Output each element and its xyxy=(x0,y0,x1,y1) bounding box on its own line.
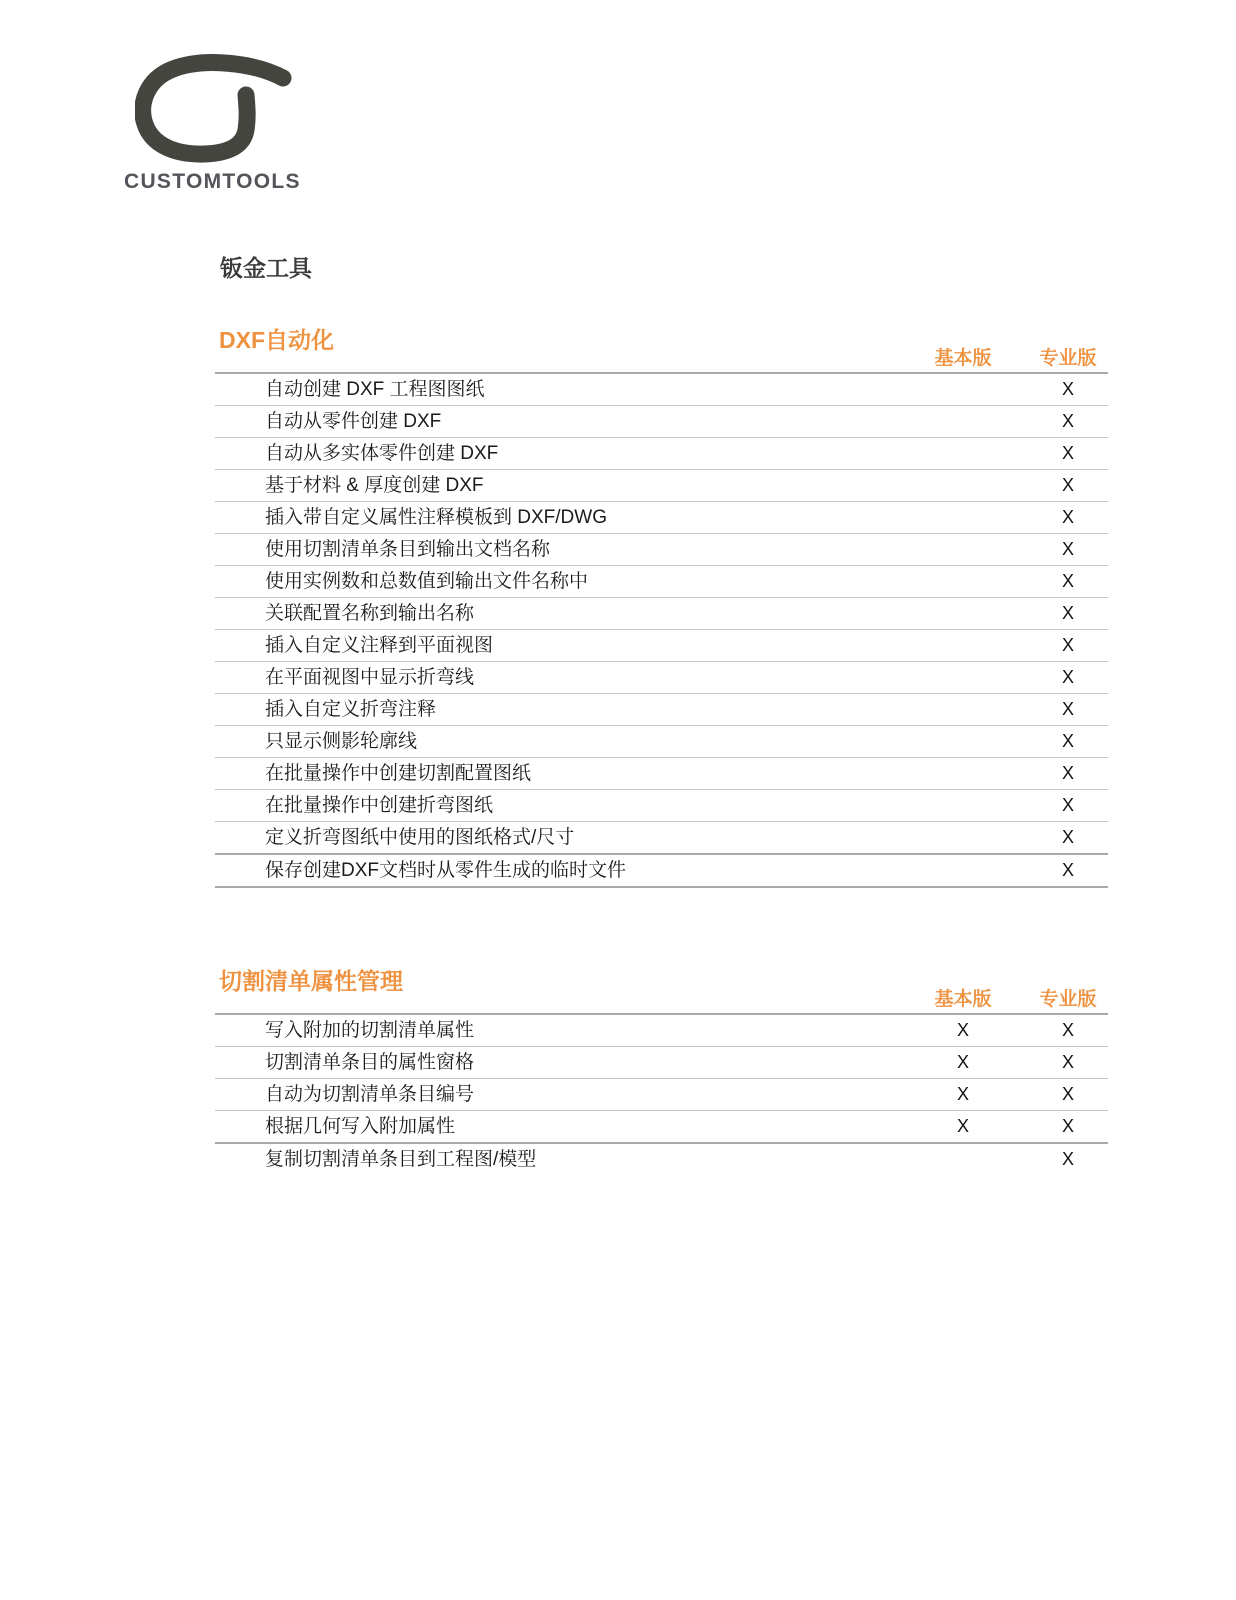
table-row xyxy=(215,470,1108,502)
feature-table xyxy=(215,1013,1108,1175)
basic-mark xyxy=(898,406,1028,437)
feature-label: 关联配置名称到输出名称 xyxy=(265,603,475,624)
basic-mark xyxy=(898,438,1028,469)
basic-mark: X xyxy=(956,1020,969,1040)
feature-label: 自动从多实体零件创建 DXF xyxy=(265,443,499,464)
basic-mark xyxy=(898,662,1028,693)
column-headers xyxy=(898,988,1108,1012)
table-row xyxy=(215,406,1108,438)
feature-label: 切割清单条目的属性窗格 xyxy=(265,1052,475,1073)
pro-mark: X xyxy=(1061,507,1074,527)
basic-mark xyxy=(898,758,1028,789)
table-row xyxy=(215,855,1108,888)
table-row xyxy=(215,1144,1108,1175)
column-headers xyxy=(898,347,1108,371)
feature-label: 复制切割清单条目到工程图/模型 xyxy=(265,1149,537,1170)
table-row xyxy=(215,822,1108,855)
table-row xyxy=(215,438,1108,470)
basic-mark xyxy=(898,534,1028,565)
basic-mark xyxy=(898,694,1028,725)
page-title: 钣金工具 xyxy=(220,255,312,281)
basic-mark xyxy=(898,822,1028,853)
pro-mark: X xyxy=(1061,475,1074,495)
pro-mark: X xyxy=(1061,860,1074,880)
basic-mark xyxy=(898,374,1028,405)
pro-mark: X xyxy=(1061,795,1074,815)
feature-label: 在批量操作中创建折弯图纸 xyxy=(265,795,494,816)
section-title: DXF自动化 xyxy=(219,327,334,353)
pro-mark: X xyxy=(1061,1084,1074,1104)
feature-label: 只显示侧影轮廓线 xyxy=(265,731,418,752)
feature-label: 根据几何写入附加属性 xyxy=(265,1116,456,1137)
feature-label: 在平面视图中显示折弯线 xyxy=(265,667,475,688)
column-header-basic: 基本版 xyxy=(934,348,992,369)
table-row xyxy=(215,502,1108,534)
pro-mark: X xyxy=(1061,443,1074,463)
basic-mark xyxy=(898,855,1028,886)
table-row xyxy=(215,758,1108,790)
table-row xyxy=(215,1015,1108,1047)
pro-mark: X xyxy=(1061,827,1074,847)
feature-label: 在批量操作中创建切割配置图纸 xyxy=(265,763,532,784)
table-row xyxy=(215,1079,1108,1111)
table-row xyxy=(215,374,1108,406)
feature-label: 插入带自定义属性注释模板到 DXF/DWG xyxy=(265,507,607,528)
pro-mark: X xyxy=(1061,1116,1074,1136)
pro-mark: X xyxy=(1061,635,1074,655)
table-row xyxy=(215,790,1108,822)
customtools-logo-icon xyxy=(135,52,295,172)
feature-label: 插入自定义注释到平面视图 xyxy=(265,635,494,656)
pro-mark: X xyxy=(1061,763,1074,783)
table-row xyxy=(215,566,1108,598)
pro-mark: X xyxy=(1061,1020,1074,1040)
feature-label: 使用实例数和总数值到输出文件名称中 xyxy=(265,571,589,592)
pro-mark: X xyxy=(1061,603,1074,623)
brand-wordmark: CUSTOMTOOLS xyxy=(124,170,301,193)
feature-label: 保存创建DXF文档时从零件生成的临时文件 xyxy=(265,860,627,881)
pro-mark: X xyxy=(1061,1149,1074,1169)
column-header-pro: 专业版 xyxy=(1039,348,1097,369)
pro-mark: X xyxy=(1061,411,1074,431)
feature-label: 定义折弯图纸中使用的图纸格式/尺寸 xyxy=(265,827,575,848)
feature-label: 自动从零件创建 DXF xyxy=(265,411,442,432)
basic-mark xyxy=(898,1144,1028,1175)
basic-mark: X xyxy=(956,1052,969,1072)
basic-mark xyxy=(898,630,1028,661)
pro-mark: X xyxy=(1061,731,1074,751)
feature-label: 自动创建 DXF 工程图图纸 xyxy=(265,379,485,400)
basic-mark: X xyxy=(956,1084,969,1104)
pro-mark: X xyxy=(1061,539,1074,559)
table-row xyxy=(215,726,1108,758)
basic-mark xyxy=(898,566,1028,597)
table-row xyxy=(215,694,1108,726)
feature-label: 使用切割清单条目到输出文档名称 xyxy=(265,539,551,560)
section-title: 切割清单属性管理 xyxy=(219,968,403,994)
pro-mark: X xyxy=(1061,379,1074,399)
basic-mark xyxy=(898,470,1028,501)
feature-table xyxy=(215,372,1108,888)
column-header-basic: 基本版 xyxy=(934,989,992,1010)
table-row xyxy=(215,1111,1108,1144)
feature-label: 插入自定义折弯注释 xyxy=(265,699,437,720)
feature-label: 写入附加的切割清单属性 xyxy=(265,1020,475,1041)
basic-mark xyxy=(898,598,1028,629)
pro-mark: X xyxy=(1061,1052,1074,1072)
basic-mark xyxy=(898,790,1028,821)
table-row xyxy=(215,662,1108,694)
feature-label: 自动为切割清单条目编号 xyxy=(265,1084,475,1105)
table-row xyxy=(215,1047,1108,1079)
column-header-pro: 专业版 xyxy=(1039,989,1097,1010)
pro-mark: X xyxy=(1061,667,1074,687)
basic-mark xyxy=(898,502,1028,533)
basic-mark: X xyxy=(956,1116,969,1136)
pro-mark: X xyxy=(1061,571,1074,591)
feature-label: 基于材料 & 厚度创建 DXF xyxy=(265,475,484,496)
table-row xyxy=(215,598,1108,630)
table-row xyxy=(215,630,1108,662)
table-row xyxy=(215,534,1108,566)
basic-mark xyxy=(898,726,1028,757)
pro-mark: X xyxy=(1061,699,1074,719)
